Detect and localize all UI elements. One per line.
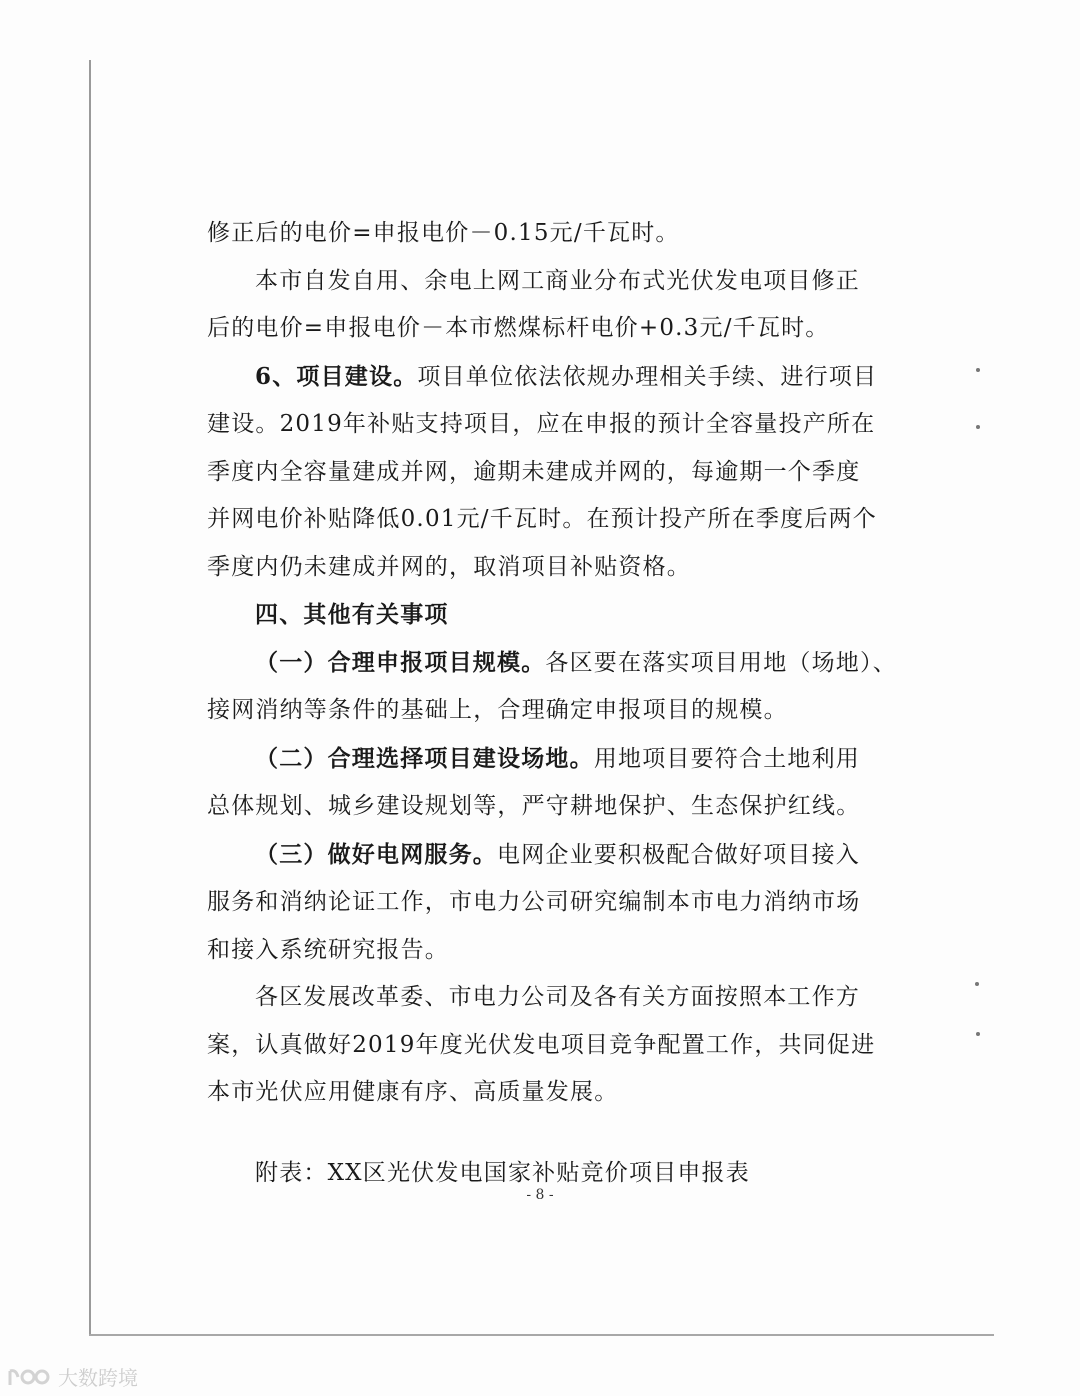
body-line: 修正后的电价=申报电价－0.15元/千瓦时。 (207, 220, 680, 246)
watermark-text: 大数跨境 (58, 1366, 138, 1390)
body-line: 季度内仍未建成并网的，取消项目补贴资格。 (207, 553, 691, 580)
body-line: 接网消纳等条件的基础上，合理确定申报项目的规模。 (207, 697, 788, 723)
subsection-text: 电网企业要积极配合做好项目接入 (497, 841, 860, 868)
scan-speck (976, 368, 980, 372)
body-line: 本市光伏应用健康有序、高质量发展。 (207, 1079, 619, 1105)
watermark-logo-icon (6, 1365, 52, 1389)
page-left-edge (89, 60, 91, 1335)
subsection-heading: （三）做好电网服务。 (255, 840, 497, 868)
subsection-1-line (207, 639, 897, 688)
attachment-line: 附表：XX区光伏发电国家补贴竞价项目申报表 (255, 1159, 750, 1186)
section-6-line (207, 353, 878, 402)
subsection-text: 各区要在落实项目用地（场地）、 (545, 649, 897, 676)
body-line: 建设。2019年补贴支持项目，应在申报的预计全容量投产所在 (207, 411, 876, 437)
scan-speck (975, 982, 979, 986)
body-line: 和接入系统研究报告。 (207, 936, 449, 963)
section-text: 项目单位依法依规办理相关手续、进行项目 (417, 363, 878, 390)
body-line: 并网电价补贴降低0.01元/千瓦时。在预计投产所在季度后两个 (207, 506, 877, 532)
subsection-3-line (207, 831, 872, 880)
chapter-heading: 四、其他有关事项 (255, 601, 449, 628)
scan-speck (976, 1032, 980, 1036)
document-body (207, 210, 897, 1197)
body-line: 案，认真做好2019年度光伏发电项目竞争配置工作，共同促进 (207, 1031, 876, 1058)
page-number: - 8 - (526, 1187, 554, 1203)
subsection-text: 用地项目要符合土地利用 (593, 745, 861, 772)
body-line: 本市自发自用、余电上网工商业分布式光伏发电项目修正 (255, 267, 860, 294)
watermark (6, 1362, 138, 1391)
body-line: 服务和消纳论证工作，市电力公司研究编制本市电力消纳市场 (207, 889, 861, 915)
subsection-heading: （二）合理选择项目建设场地。 (255, 744, 594, 772)
body-line: 总体规划、城乡建设规划等，严守耕地保护、生态保护红线。 (207, 793, 861, 819)
scan-speck (976, 425, 980, 429)
section-heading: 6、项目建设。 (255, 362, 418, 390)
subsection-2-line (207, 735, 872, 784)
page-bottom-edge (89, 1334, 994, 1336)
body-line: 各区发展改革委、市电力公司及各有关方面按照本工作方 (255, 984, 860, 1010)
body-line: 后的电价=申报电价－本市燃煤标杆电价+0.3元/千瓦时。 (207, 315, 830, 341)
body-line: 季度内全容量建成并网，逾期未建成并网的，每逾期一个季度 (207, 458, 861, 485)
spacer (207, 1117, 872, 1150)
subsection-heading: （一）合理申报项目规模。 (255, 648, 546, 676)
